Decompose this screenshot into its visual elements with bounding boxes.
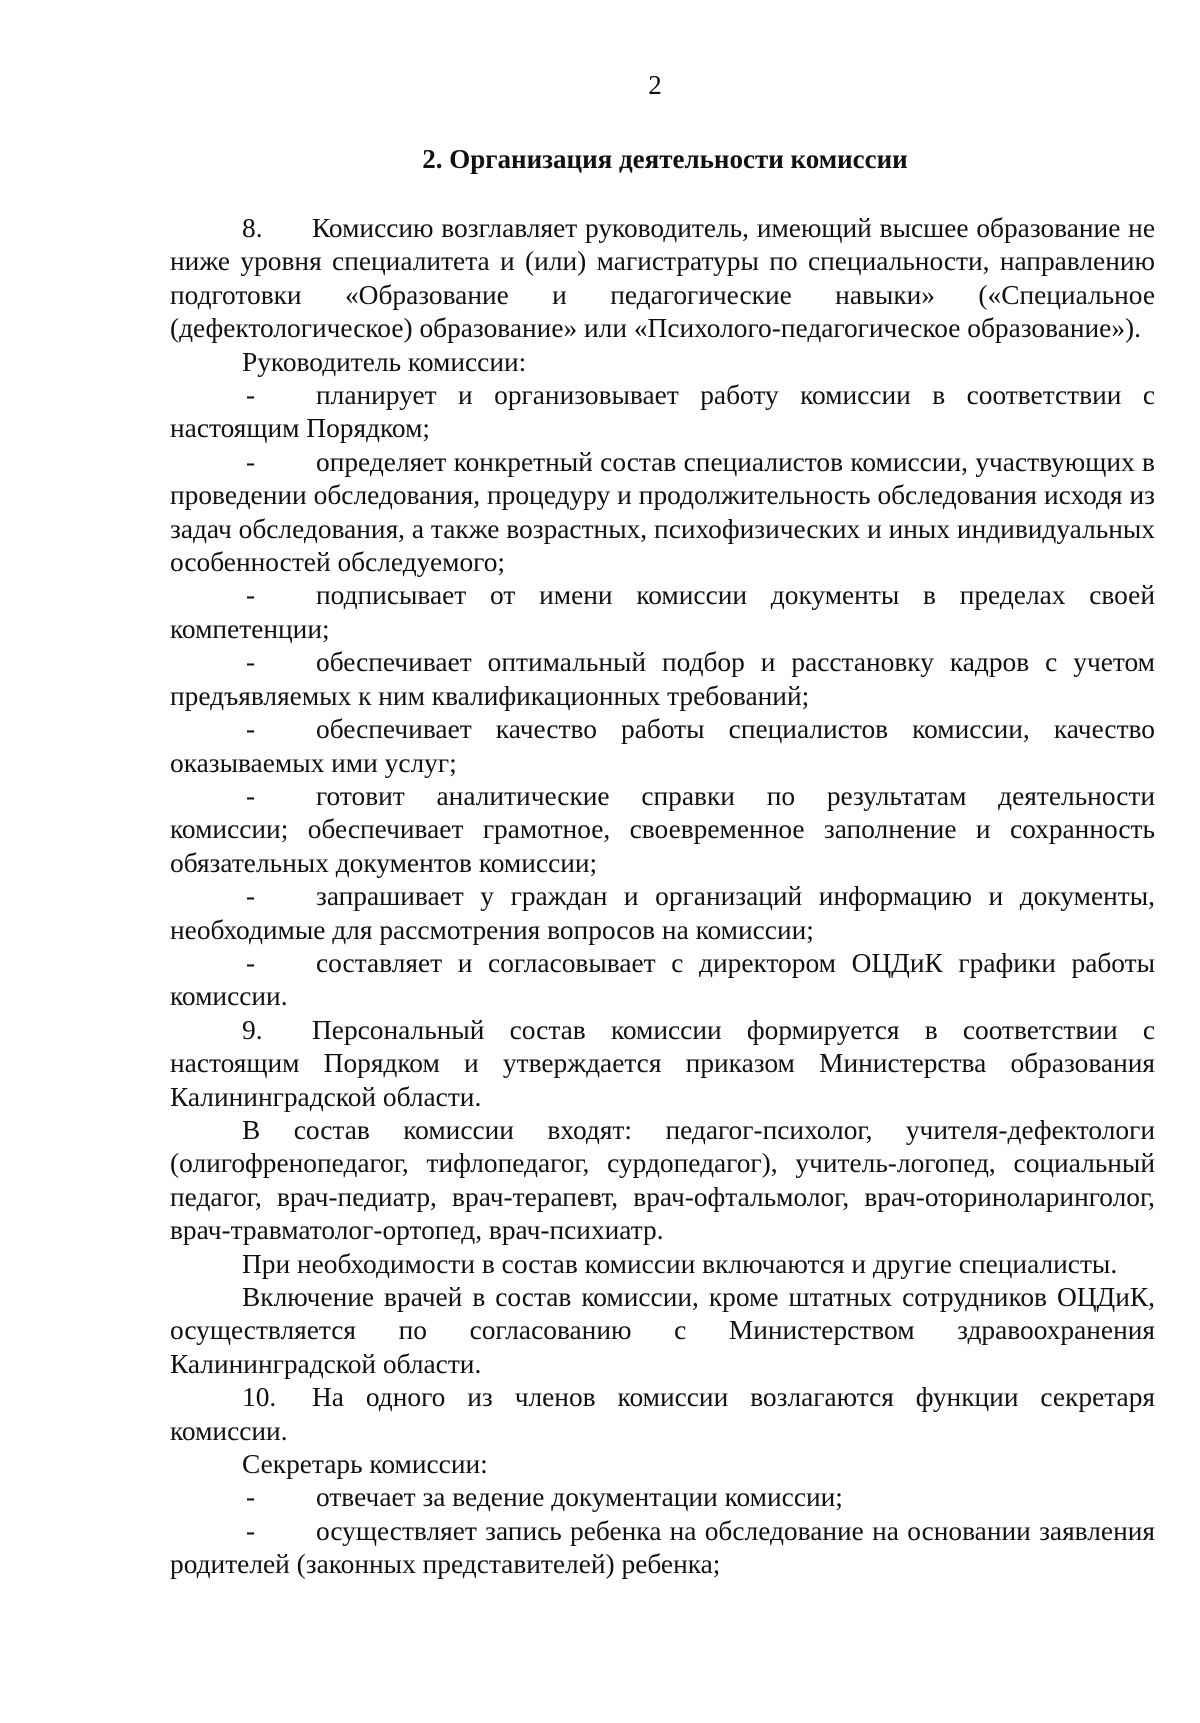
list-item-text: составляет и согласовывает с директором ОЦДиК графики работы комиссии. <box>170 947 1155 1012</box>
list-item <box>170 1515 1155 1582</box>
page-number: 2 <box>648 70 662 100</box>
list-bullet: - <box>246 580 256 611</box>
paragraph: Включение врачей в состав комиссии, кроме штатных сотрудников ОЦДиК, осуществляется по согласованию с Министерством здравоохранения Калининградской области. <box>170 1282 1155 1379</box>
list-item-text: планирует и организовывает работу комиссии в соответствии с настоящим Порядком; <box>170 380 1155 444</box>
paragraph: Секретарь комиссии: <box>242 1449 488 1480</box>
list-item <box>170 446 1155 580</box>
paragraph: Руководитель комиссии: <box>242 346 527 377</box>
paragraph-text: На одного из членов комиссии возлагаются функции секретаря комиссии. <box>170 1382 1155 1446</box>
list-item <box>170 1481 1155 1514</box>
list-item-text: определяет конкретный состав специалистов комиссии, участвующих в проведении обследования, процедуру и продолжительность обследования исходя из задач обследования, а также возрастных, психофизических и иных индивидуальных особенностей обследуемого; <box>170 446 1155 578</box>
list-item <box>170 780 1155 880</box>
list-bullet: - <box>246 1482 256 1513</box>
section-title: 2. Организация деятельности комиссии <box>422 144 908 174</box>
list-bullet: - <box>246 780 256 811</box>
list-bullet: - <box>246 1515 256 1546</box>
paragraph-number: 10. <box>242 1382 277 1413</box>
list-item-text: обеспечивает качество работы специалистов комиссии, качество оказываемых ими услуг; <box>170 714 1155 778</box>
list-item-text: запрашивает у граждан и организаций информацию и документы, необходимые для рассмотрения вопросов на комиссии; <box>170 881 1155 945</box>
list-item-text: отвечает за ведение документации комиссии; <box>316 1482 843 1513</box>
list-bullet: - <box>246 947 256 978</box>
list-item <box>170 379 1155 446</box>
list-bullet: - <box>246 647 256 678</box>
list-item <box>170 947 1155 1014</box>
paragraph-9 <box>170 1014 1155 1114</box>
list-item-text: осуществляет запись ребенка на обследование на основании заявления родителей (законных представителей) ребенка; <box>170 1515 1155 1580</box>
paragraph-8 <box>170 212 1155 346</box>
paragraph: При необходимости в состав комиссии включаются и другие специалисты. <box>242 1248 1118 1279</box>
list-item <box>170 880 1155 947</box>
list-bullet: - <box>246 881 256 912</box>
list-bullet: - <box>246 380 256 411</box>
paragraph-number: 9. <box>242 1014 263 1045</box>
list-item <box>170 713 1155 780</box>
paragraph-number: 8. <box>242 213 263 243</box>
document-body <box>170 212 1155 1582</box>
list-item-text: подписывает от имени комиссии документы в пределах своей компетенции; <box>170 580 1155 644</box>
paragraph: В состав комиссии входят: педагог-психолог, учителя-дефектологи (олигофренопедагог, тифлопедагог, сурдопедагог), учитель-логопед, социальный педагог, врач-педиатр, врач-терапевт, врач-офтальмолог, врач-оториноларинголог, врач-травматолог-ортопед, врач-психиатр. <box>170 1114 1155 1246</box>
paragraph-text: Комиссию возглавляет руководитель, имеющий высшее образование не ниже уровня специалитета и (или) магистратуры по специальности, направлению подготовки «Образование и педагогические навыки» («Специальное (дефектологическое) образование» или «Психолого-педагогическое образование»). <box>170 213 1155 344</box>
list-bullet: - <box>246 446 256 477</box>
paragraph-10 <box>170 1381 1155 1448</box>
list-item-text: обеспечивает оптимальный подбор и расстановку кадров с учетом предъявляемых к ним квалификационных требований; <box>170 647 1155 711</box>
list-bullet: - <box>246 714 256 745</box>
list-item-text: готовит аналитические справки по результатам деятельности комиссии; обеспечивает грамотное, своевременное заполнение и сохранность обязательных документов комиссии; <box>170 780 1155 878</box>
list-item <box>170 646 1155 713</box>
list-item <box>170 579 1155 646</box>
paragraph-text: Персональный состав комиссии формируется в соответствии с настоящим Порядком и утверждается приказом Министерства образования Калининградской области. <box>170 1014 1155 1112</box>
